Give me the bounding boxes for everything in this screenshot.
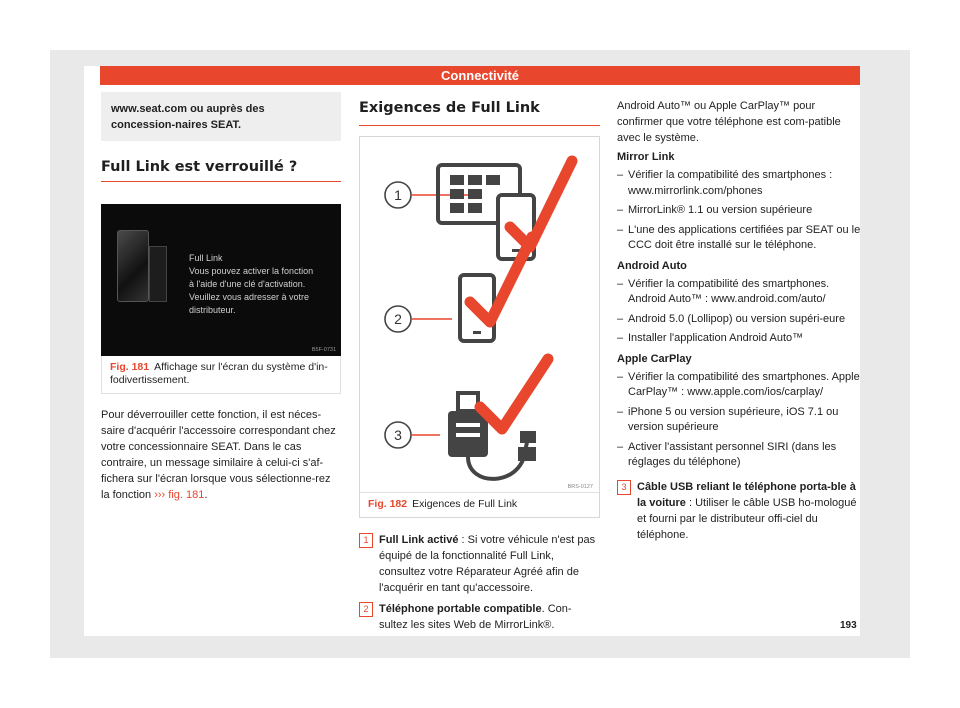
svg-text:3: 3: [394, 427, 402, 443]
apple-carplay-heading: Apple CarPlay: [617, 352, 692, 365]
section-heading-requirements: Exigences de Full Link: [359, 92, 600, 126]
figure-caption-text: Exigences de Full Link: [412, 498, 518, 510]
checkmark-3-icon: [480, 359, 548, 429]
android-bullet-1: – Vérifier la compatibilité des smartphones. Android Auto™ : www.android.com/auto/: [617, 277, 861, 308]
requirement-item-3: [617, 479, 861, 543]
item-number-badge: 1: [359, 533, 373, 548]
item-number-badge: 2: [359, 602, 373, 617]
figure-caption-text: Affichage sur l'écran du système d'in-fodivertissement.: [110, 361, 328, 386]
marker-2: [385, 306, 452, 332]
paragraph-text: Pour déverrouiller cette fonction, il est néces-saire d'acquérir l'accessoire correspondant chez votre concessionnaire SEAT. Dans le cas contraire, un message similaire à celui-ci s'af-fichera sur l'écran lorsque vous sélectionne-rez la fonction: [101, 409, 336, 501]
marker-3: [385, 422, 440, 448]
figure-reference-link[interactable]: ››› fig. 181: [154, 489, 205, 501]
figure-label: Fig. 181: [110, 361, 150, 373]
svg-text:1: 1: [394, 187, 402, 203]
column-middle: [359, 92, 600, 638]
mirror-link-heading: Mirror Link: [617, 151, 675, 163]
section-heading-locked: Full Link est verrouillé ?: [101, 159, 341, 182]
mirror-bullet-1: – Vérifier la compatibilité des smartphones : www.mirrorlink.com/phones: [617, 168, 861, 199]
item-text: : Si votre véhicule n'est pas équipé de la fonctionnalité Full Link, consultez votre Réparateur Agréé afin de l'acquérir en tant qu'accessoire.: [379, 534, 596, 594]
item-number-badge: 3: [617, 480, 631, 495]
item-text: : Utiliser le câble USB ho-mologué et fourni par le distributeur offi-ciel du téléphone.: [637, 496, 857, 541]
phone-icon: [117, 230, 149, 302]
requirements-illustration: [360, 137, 599, 492]
intro-text: Android Auto™ ou Apple CarPlay™ pour confirmer que votre téléphone est com-patible avec le système.: [617, 100, 841, 144]
apple-bullet-1: – Vérifier la compatibilité des smartphones. Apple CarPlay™ : www.apple.com/ios/carplay/: [617, 370, 861, 401]
apple-bullet-2: – iPhone 5 ou version supérieure, iOS 7.1 ou version supérieure: [617, 405, 861, 436]
figure-182-caption: [360, 492, 599, 517]
column-right: [617, 92, 861, 548]
android-bullet-2: – Android 5.0 (Lollipop) ou version supéri-eure: [617, 312, 861, 328]
item-title: Téléphone portable compatible: [379, 603, 542, 615]
page-number: 193: [840, 620, 857, 631]
android-auto-heading: Android Auto: [617, 259, 687, 272]
android-bullet-3: – Installer l'application Android Auto™: [617, 331, 861, 347]
mirror-bullet-3: – L'une des applications certifiées par SEAT ou le CCC doit être installé sur le téléphone.: [617, 223, 861, 254]
column-left: [101, 92, 341, 503]
figure-181-caption: [101, 356, 341, 394]
figure-181-image: [101, 204, 341, 356]
notice-box: www.seat.com ou auprès des concession-naires SEAT.: [101, 92, 341, 141]
mirror-bullet-2: – MirrorLink® 1.1 ou version supérieure: [617, 203, 861, 219]
item-title: Full Link activé: [379, 534, 459, 546]
requirement-item-2: [359, 601, 600, 633]
section-header: Connectivité: [100, 66, 860, 85]
figure-code: BRS-0127: [567, 484, 593, 490]
screen-message: Full Link Vous pouvez activer la fonction à l'aide d'une clé d'activation. Veuillez vous adresser à votre distributeur.: [189, 253, 314, 315]
unlock-paragraph: [101, 407, 341, 503]
figure-code: B5F-0731: [311, 347, 336, 353]
usb-key-icon: [149, 246, 167, 302]
apple-bullet-3: – Activer l'assistant personnel SIRI (dans les réglages du téléphone): [617, 440, 861, 471]
svg-text:2: 2: [394, 311, 402, 327]
figure-label: Fig. 182: [368, 498, 408, 510]
requirement-item-1: [359, 532, 600, 596]
item-title: Câble USB reliant le téléphone porta-ble à la voiture: [637, 480, 856, 509]
figure-182: [359, 136, 600, 518]
item-text: . Con-sultez les sites Web de MirrorLink®.: [379, 603, 572, 631]
paragraph-end: .: [204, 489, 208, 501]
figure-182-image: [360, 137, 599, 492]
